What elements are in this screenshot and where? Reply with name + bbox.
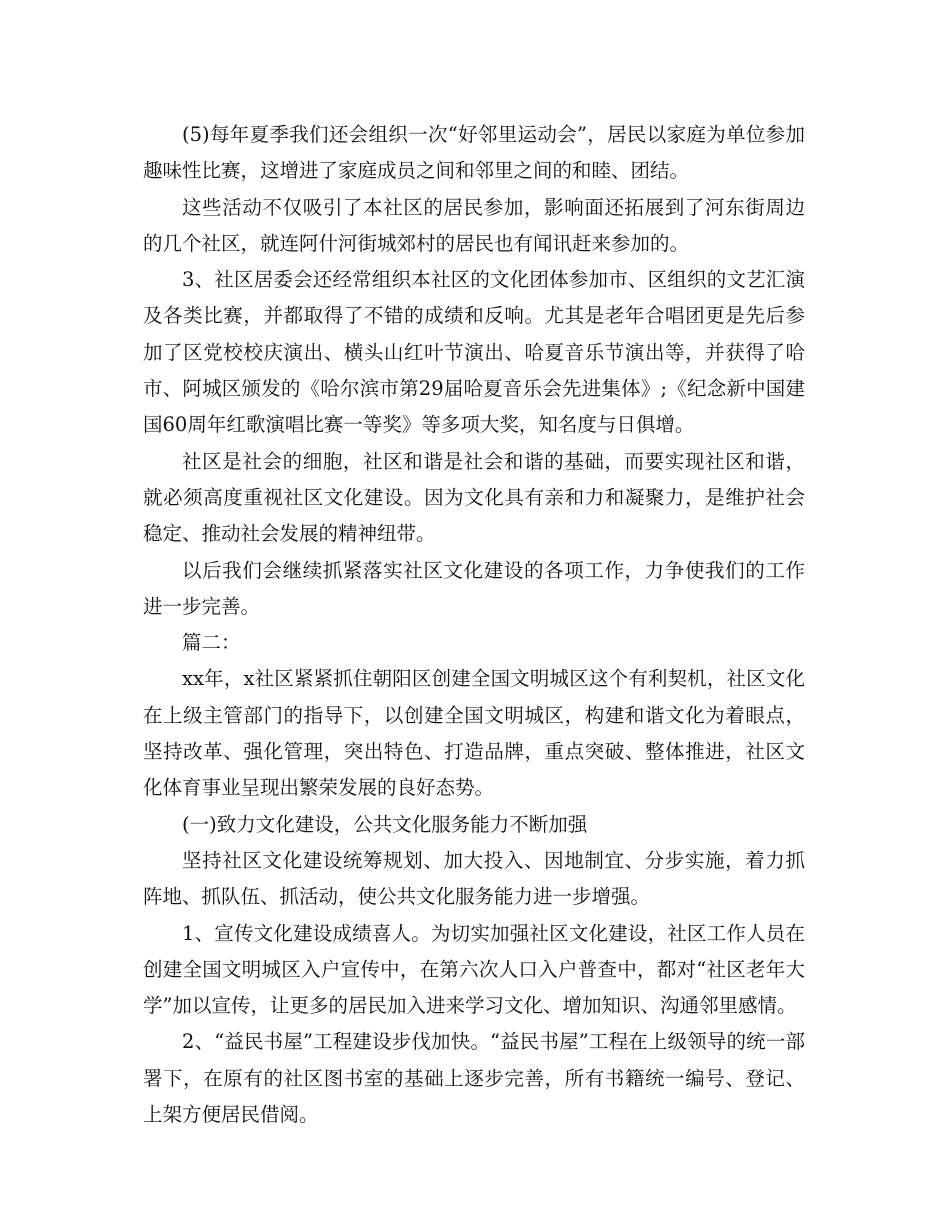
section-heading: 篇二： (182, 631, 241, 655)
paragraph: 1、宣传文化建设成绩喜人。为切实加强社区文化建设，社区工作人员在创建全国文明城区入户宣传中，在第六次人口入户普查中，都对“社区老年大学”加以宣传，让更多的居民加入进来学习文化、增加知识、沟通邻里感情。 (143, 921, 805, 1018)
document-body (143, 117, 805, 1133)
paragraph: 以后我们会继续抓紧落实社区文化建设的各项工作，力争使我们的工作进一步完善。 (143, 558, 805, 618)
paragraph: 社区是社会的细胞，社区和谐是社会和谐的基础，而要实现社区和谐，就必须高度重视社区文化建设。因为文化具有亲和力和凝聚力，是维护社会稳定、推动社会发展的精神纽带。 (143, 449, 805, 546)
paragraph: 3、社区居委会还经常组织本社区的文化团体参加市、区组织的文艺汇演及各类比赛，并都取得了不错的成绩和反响。尤其是老年合唱团更是先后参加了区党校校庆演出、横头山红叶节演出、哈夏音乐节演出等，并获得了哈市、阿城区颁发的《哈尔滨市第29届哈夏音乐会先进集体》;《纪念新中国建国60周年红歌演唱比赛一等奖》等多项大奖，知名度与日俱增。 (143, 268, 805, 437)
paragraph: xx年，x社区紧紧抓住朝阳区创建全国文明城区这个有利契机，社区文化在上级主管部门的指导下，以创建全国文明城区，构建和谐文化为着眼点，坚持改革、强化管理，突出特色、打造品牌，重点突破、整体推进，社区文化体育事业呈现出繁荣发展的良好态势。 (143, 667, 805, 800)
paragraph: 坚持社区文化建设统筹规划、加大投入、因地制宜、分步实施，着力抓阵地、抓队伍、抓活动，使公共文化服务能力进一步增强。 (143, 848, 805, 909)
paragraph: 2、“益民书屋”工程建设步伐加快。“益民书屋”工程在上级领导的统一部署下，在原有的社区图书室的基础上逐步完善，所有书籍统一编号、登记、上架方便居民借阅。 (143, 1030, 805, 1127)
subsection-heading: (一)致力文化建设，公共文化服务能力不断加强 (182, 812, 588, 836)
paragraph: (5)每年夏季我们还会组织一次“好邻里运动会”，居民以家庭为单位参加趣味性比赛，这增进了家庭成员之间和邻里之间的和睦、团结。 (143, 123, 805, 183)
paragraph: 这些活动不仅吸引了本社区的居民参加，影响面还拓展到了河东街周边的几个社区，就连阿什河街城郊村的居民也有闻讯赶来参加的。 (143, 195, 805, 255)
